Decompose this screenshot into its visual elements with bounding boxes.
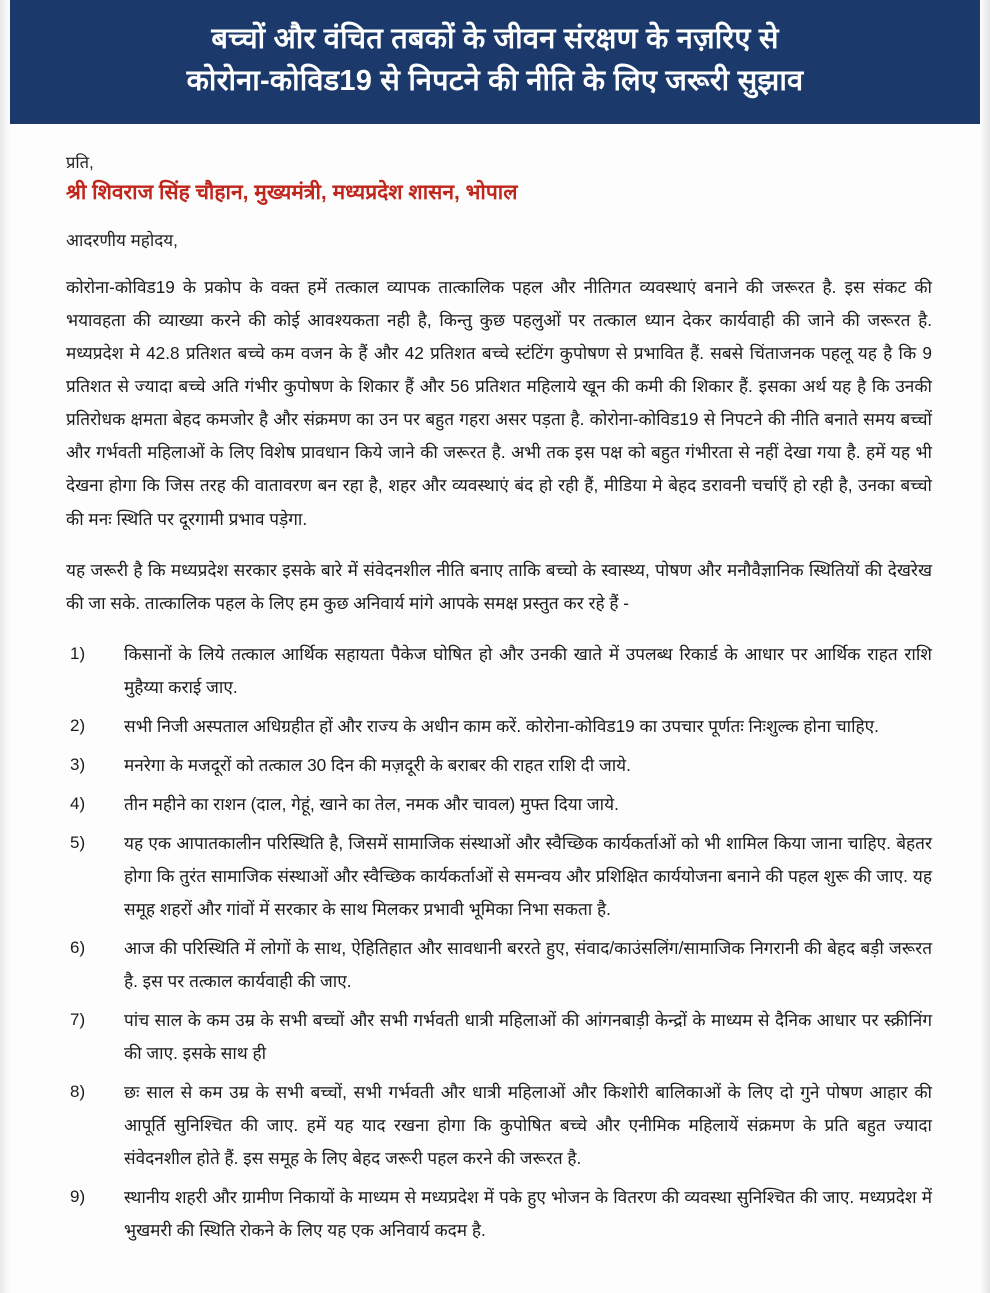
list-item-number: 5) bbox=[70, 832, 86, 852]
list-item-text: आज की परिस्थिति में लोगों के साथ, ऐहितिहात और सावधानी बररते हुए, संवाद/काउंसलिंग/सामाजिक निगरानी की बेहद बड़ी जरूरत है. इस पर तत्काल कार्यवाही की जाए. bbox=[124, 937, 932, 991]
list-item-number: 6) bbox=[70, 937, 86, 957]
header-title-line-1: बच्चों और वंचित तबकों के जीवन संरक्षण के नज़रिए से bbox=[211, 23, 779, 55]
demands-list bbox=[66, 638, 932, 1247]
list-item-number: 7) bbox=[70, 1009, 86, 1029]
letter-to-label: प्रति, bbox=[66, 154, 94, 173]
header-title-line-2: कोरोना-कोविड19 से निपटने की नीति के लिए जरूरी सुझाव bbox=[186, 65, 804, 98]
list-item bbox=[66, 638, 932, 704]
list-item bbox=[66, 1181, 932, 1247]
list-item-number: 4) bbox=[70, 793, 86, 813]
list-item-text: पांच साल के कम उम्र के सभी बच्चों और सभी गर्भवती धात्री महिलाओं की आंगनबाड़ी केन्द्रों के माध्यम से दैनिक आधार पर स्क्रीनिंग की जाए. इसके साथ ही bbox=[124, 1009, 932, 1063]
list-item-number: 9) bbox=[70, 1186, 86, 1206]
list-item-text: यह एक आपातकालीन परिस्थिति है, जिसमें सामाजिक संस्थाओं और स्वैच्छिक कार्यकर्ताओं को भी शामिल किया जाना चाहिए. बेहतर होगा कि तुरंत सामाजिक संस्थाओं और स्वैच्छिक कार्यकर्ताओं से समन्वय और प्रशिक्षित कार्ययोजना बनाने की पहल शुरू की जाए. यह समूह शहरों और गांवों में सरकार के साथ मिलकर प्रभावी भूमिका निभा सकता है. bbox=[124, 832, 932, 919]
list-item-number: 8) bbox=[70, 1081, 86, 1101]
list-item-number: 1) bbox=[70, 643, 86, 663]
list-item bbox=[66, 827, 932, 926]
list-item-text: छः साल से कम उम्र के सभी बच्चों, सभी गर्भवती और धात्री महिलाओं और किशोरी बालिकाओं के लिए दो गुने पोषण आहार की आपूर्ति सुनिश्चित की जाए. हमें यह याद रखना होगा कि कुपोषित बच्चे और एनीमिक महिलायें संक्रमण के प्रति बहुत ज्यादा संवेदनशील होते हैं. इस समूह के लिए बेहद जरूरी पहल करने की जरूरत है. bbox=[124, 1081, 932, 1168]
list-item-text: स्थानीय शहरी और ग्रामीण निकायों के माध्यम से मध्यप्रदेश में पके हुए भोजन के वितरण की व्यवस्था सुनिश्चित की जाए. मध्यप्रदेश में भुखमरी की स्थिति रोकने के लिए यह एक अनिवार्य कदम है. bbox=[124, 1186, 932, 1240]
list-item bbox=[66, 749, 932, 782]
page-left-edge-shadow bbox=[0, 0, 10, 1293]
list-item bbox=[66, 932, 932, 998]
list-item bbox=[66, 788, 932, 821]
letter-addressee: श्री शिवराज सिंह चौहान, मुख्यमंत्री, मध्यप्रदेश शासन, भोपाल bbox=[66, 181, 518, 205]
list-item-number: 3) bbox=[70, 754, 86, 774]
list-item-text: किसानों के लिये तत्काल आर्थिक सहायता पैकेज घोषित हो और उनकी खाते में उपलब्ध रिकार्ड के आधार पर आर्थिक राहत राशि मुहैय्या कराई जाए. bbox=[124, 643, 932, 697]
letter-paragraph-1: कोरोना-कोविड19 के प्रकोप के वक्त हमें तत्काल व्यापक तात्कालिक पहल और नीतिगत व्यवस्थाएं बनाने की जरूरत है. इस संकट की भयावहता की व्याख्या करने की कोई आवश्यकता नही है, किन्तु कुछ पहलुओं पर तत्काल ध्यान देकर कार्यवाही की जाने की जरूरत है. मध्यप्रदेश मे 42.8 प्रतिशत बच्चे कम वजन के हैं और 42 प्रतिशत बच्चे स्टंटिंग कुपोषण से प्रभावित हैं. सबसे चिंताजनक पहलू यह है कि 9 प्रतिशत से ज्यादा बच्चे अति गंभीर कुपोषण के शिकार हैं और 56 प्रतिशत महिलाये खून की कमी की शिकार हैं. इसका अर्थ यह है कि उनकी प्रतिरोधक क्षमता बेहद कमजोर है और संक्रमण का उन पर बहुत गहरा असर पड़ता है. कोरोना-कोविड19 से निपटने की नीति बनाते समय बच्चों और गर्भवती महिलाओं के लिए विशेष प्रावधान किये जाने की जरूरत है. अभी तक इस पक्ष को बहुत गंभीरता से नहीं देखा गया है. हमें यह भी देखना होगा कि जिस तरह की वातावरण बन रहा है, शहर और व्यवस्थाएं बंद हो रही हैं, मीडिया मे बेहद डरावनी चर्चाएँ हो रही है, उनका बच्चो की मनः स्थिति पर दूरगामी प्रभाव पड़ेगा. bbox=[66, 277, 932, 529]
letter-salutation: आदरणीय महोदय, bbox=[66, 231, 178, 251]
list-item-text: तीन महीने का राशन (दाल, गेहूं, खाने का तेल, नमक और चावल) मुफ्त दिया जाये. bbox=[124, 793, 619, 814]
page-right-edge-shadow bbox=[980, 0, 990, 1293]
list-item bbox=[66, 710, 932, 743]
document-header-banner bbox=[0, 0, 990, 124]
list-item-number: 2) bbox=[70, 715, 86, 735]
document-body bbox=[0, 124, 990, 1263]
list-item bbox=[66, 1004, 932, 1070]
list-item bbox=[66, 1076, 932, 1175]
letter-paragraph-2: यह जरूरी है कि मध्यप्रदेश सरकार इसके बारे में संवेदनशील नीति बनाए ताकि बच्चो के स्वास्थ्य, पोषण और मनौवैज्ञानिक स्थितियों की देखरेख की जा सके. तात्कालिक पहल के लिए हम कुछ अनिवार्य मांगे आपके समक्ष प्रस्तुत कर रहे हैं - bbox=[66, 559, 932, 613]
list-item-text: सभी निजी अस्पताल अधिग्रहीत हों और राज्य के अधीन काम करें. कोरोना-कोविड19 का उपचार पूर्णतः निःशुल्क होना चाहिए. bbox=[124, 715, 879, 736]
list-item-text: मनरेगा के मजदूरों को तत्काल 30 दिन की मज़दूरी के बराबर की राहत राशि दी जाये. bbox=[124, 754, 631, 775]
